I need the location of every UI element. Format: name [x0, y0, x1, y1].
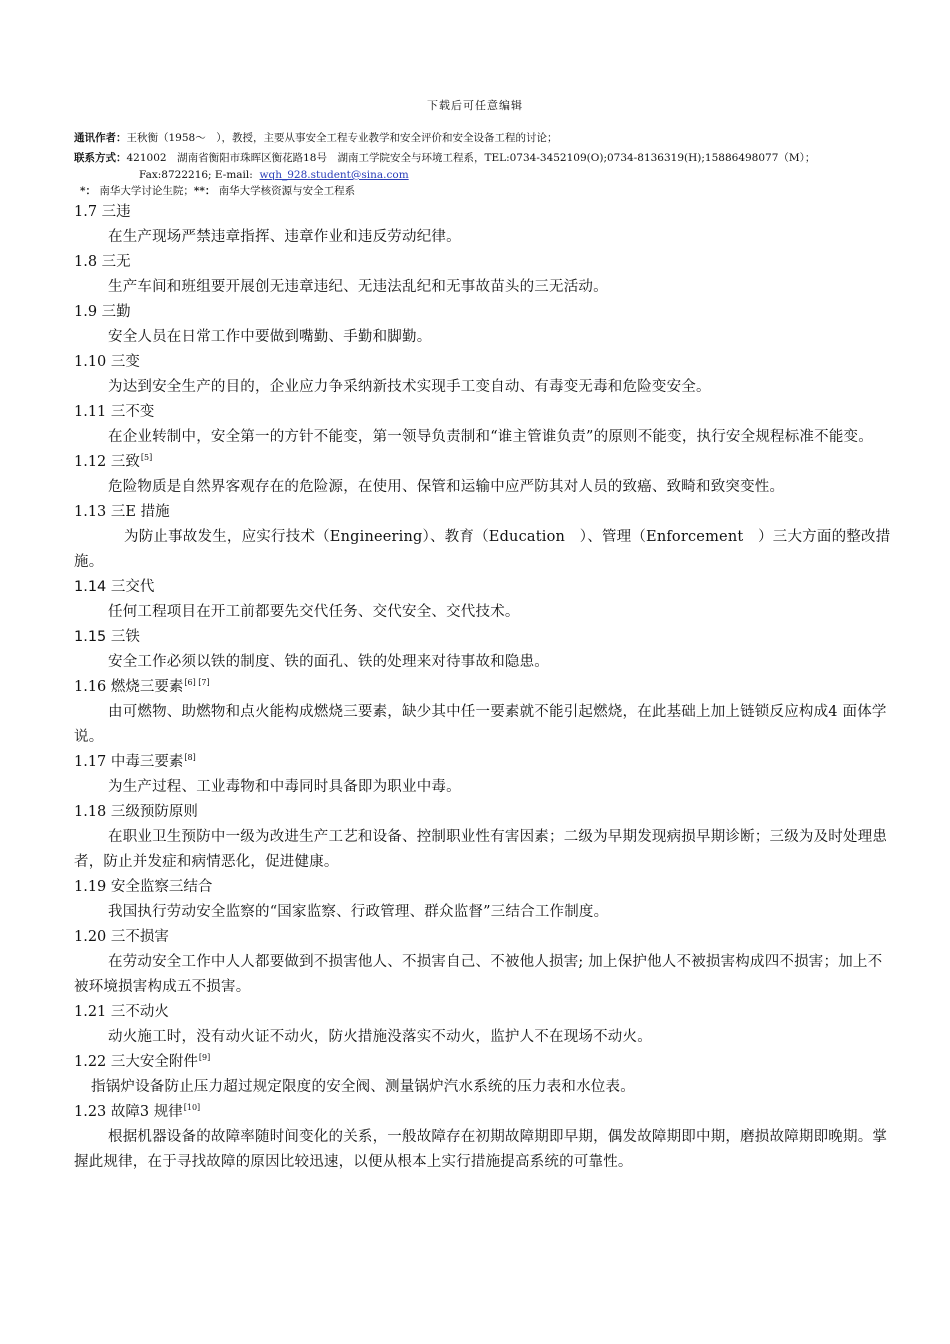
section-paragraph: 在职业卫生预防中一级为改进生产工艺和设备、控制职业性有害因素；二级为早期发现病损早期诊断；三级为及时处理患者，防止并发症和病情恶化，促进健康。: [74, 829, 888, 870]
section-title: 三致: [110, 454, 140, 470]
affiliation-line: [80, 184, 910, 198]
section-title: 燃烧三要素: [110, 679, 184, 695]
section-number: 1.21: [74, 1004, 107, 1020]
section-number: 1.16: [74, 679, 107, 695]
affil-star1: *：: [80, 185, 96, 197]
affil-text1: 南华大学讨论生院；: [99, 185, 194, 197]
section-heading: [74, 800, 896, 825]
section-title: 三无: [101, 254, 131, 270]
section-number: 1.18: [74, 804, 107, 820]
section-number: 1.19: [74, 879, 107, 895]
section-heading: [74, 875, 896, 900]
section-paragraph: 任何工程项目在开工前都要先交代任务、交代安全、交代技术。: [108, 604, 520, 620]
section-paragraph: 指锅炉设备防止压力超过规定限度的安全阀、测量锅炉汽水系统的压力表和水位表。: [91, 1079, 635, 1095]
section-paragraph: 根据机器设备的故障率随时间变化的关系，一般故障存在初期故障期即早期，偶发故障期即中期，磨损故障期即晚期。掌握此规律，在于寻找故障的原因比较迅速，以便从根本上实行措施提高系统的可靠性。: [74, 1129, 888, 1170]
section-paragraph: 生产车间和班组要开展创无违章违纪、无违法乱纪和无事故苗头的三无活动。: [108, 279, 608, 295]
section-number: 1.17: [74, 754, 107, 770]
section-title: 三勤: [101, 304, 131, 320]
section-title: 三大安全附件: [110, 1054, 198, 1070]
section-heading: [74, 575, 896, 600]
section-title: 三不变: [110, 404, 155, 420]
author-line: [74, 131, 904, 145]
affil-text2: 南华大学核资源与安全工程系: [218, 185, 356, 197]
citation-ref: [10]: [183, 1103, 201, 1112]
section-paragraph: 由可燃物、助燃物和点火能构成燃烧三要素，缺少其中任一要素就不能引起燃烧，在此基础上加上链锁反应构成4 面体学说。: [74, 704, 887, 745]
section-heading: [74, 1100, 896, 1125]
section-title: 三E 措施: [110, 504, 170, 520]
section-number: 1.8: [74, 254, 98, 270]
fax-text: Fax:8722216; E-mail:: [139, 169, 253, 181]
affil-star2: **：: [193, 185, 216, 197]
section-heading: [74, 200, 896, 225]
section-title: 三不动火: [110, 1004, 169, 1020]
document-body: [74, 200, 896, 1175]
section-paragraph: 动火施工时，没有动火证不动火，防火措施没落实不动火，监护人不在现场不动火。: [108, 1029, 652, 1045]
section-title: 三违: [101, 204, 131, 220]
section-number: 1.15: [74, 629, 107, 645]
section-paragraph: 危险物质是自然界客观存在的危险源，在使用、保管和运输中应严防其对人员的致癌、致畸和致突变性。: [108, 479, 785, 495]
section-heading: [74, 750, 896, 775]
section-heading: [74, 1050, 896, 1075]
section-title: 故障3 规律: [110, 1104, 183, 1120]
section-paragraph: 在企业转制中，安全第一的方针不能变，第一领导负责制和“谁主管谁负责”的原则不能变，执行安全规程标准不能变。: [108, 429, 873, 445]
citation-ref: [9]: [198, 1053, 211, 1062]
section-title: 三不损害: [110, 929, 169, 945]
section-paragraph: 我国执行劳动安全监察的“国家监察、行政管理、群众监督”三结合工作制度。: [108, 904, 609, 920]
section-title: 三级预防原则: [110, 804, 198, 820]
section-heading: [74, 250, 896, 275]
section-paragraph: 为达到安全生产的目的，企业应力争采纳新技术实现手工变自动、有毒变无毒和危险变安全。: [108, 379, 711, 395]
section-heading: [74, 350, 896, 375]
section-number: 1.9: [74, 304, 98, 320]
section-title: 中毒三要素: [110, 754, 184, 770]
author-text: 王秋衡（1958～ ），教授，主要从事安全工程专业教学和安全评价和安全设备工程的讨论；: [126, 132, 558, 144]
citation-ref: [6] [7]: [184, 678, 210, 687]
section-paragraph: 在生产现场严禁违章指挥、违章作业和违反劳动纪律。: [108, 229, 461, 245]
section-paragraph: 在劳动安全工作中人人都要做到不损害他人、不损害自己、不被他人损害; 加上保护他人不被损害构成四不损害；加上不被环境损害构成五不损害。: [74, 954, 883, 995]
section-number: 1.22: [74, 1054, 107, 1070]
section-title: 三铁: [110, 629, 140, 645]
section-heading: [74, 300, 896, 325]
section-title: 三变: [110, 354, 140, 370]
section-heading: [74, 675, 896, 700]
section-number: 1.13: [74, 504, 107, 520]
section-heading: [74, 450, 896, 475]
fax-line: [139, 168, 950, 182]
contact-line: [74, 151, 904, 165]
section-heading: [74, 925, 896, 950]
section-heading: [74, 1000, 896, 1025]
section-paragraph: 安全工作必须以铁的制度、铁的面孔、铁的处理来对待事故和隐患。: [108, 654, 549, 670]
citation-ref: [8]: [184, 753, 196, 762]
section-paragraph: 为生产过程、工业毒物和中毒同时具备即为职业中毒。: [108, 779, 461, 795]
section-paragraph: 为防止事故发生，应实行技术（Engineering）、教育（Education ）、管理（Enforcement ）三大方面的整改措施。: [74, 529, 891, 570]
author-label: 通讯作者：: [74, 132, 127, 144]
section-number: 1.11: [74, 404, 107, 420]
section-paragraph: 安全人员在日常工作中要做到嘴勤、手勤和脚勤。: [108, 329, 432, 345]
section-title: 三交代: [110, 579, 155, 595]
section-number: 1.23: [74, 1104, 107, 1120]
section-number: 1.20: [74, 929, 107, 945]
section-heading: [74, 400, 896, 425]
section-number: 1.10: [74, 354, 107, 370]
section-number: 1.14: [74, 579, 107, 595]
section-number: 1.12: [74, 454, 107, 470]
email-link[interactable]: wqh_928.student@sina.com: [259, 169, 409, 181]
contact-text: 421002 湖南省衡阳市珠晖区衡花路18号 湖南工学院安全与环境工程系，TEL:0734-3452109(O);0734-8136319(H);15886498077（M）；: [126, 152, 816, 164]
contact-label: 联系方式：: [74, 152, 127, 164]
header-note: 下载后可任意编辑: [427, 99, 523, 112]
section-number: 1.7: [74, 204, 98, 220]
section-heading: [74, 625, 896, 650]
section-title: 安全监察三结合: [110, 879, 213, 895]
section-heading: [74, 500, 896, 525]
citation-ref: [5]: [140, 453, 153, 462]
